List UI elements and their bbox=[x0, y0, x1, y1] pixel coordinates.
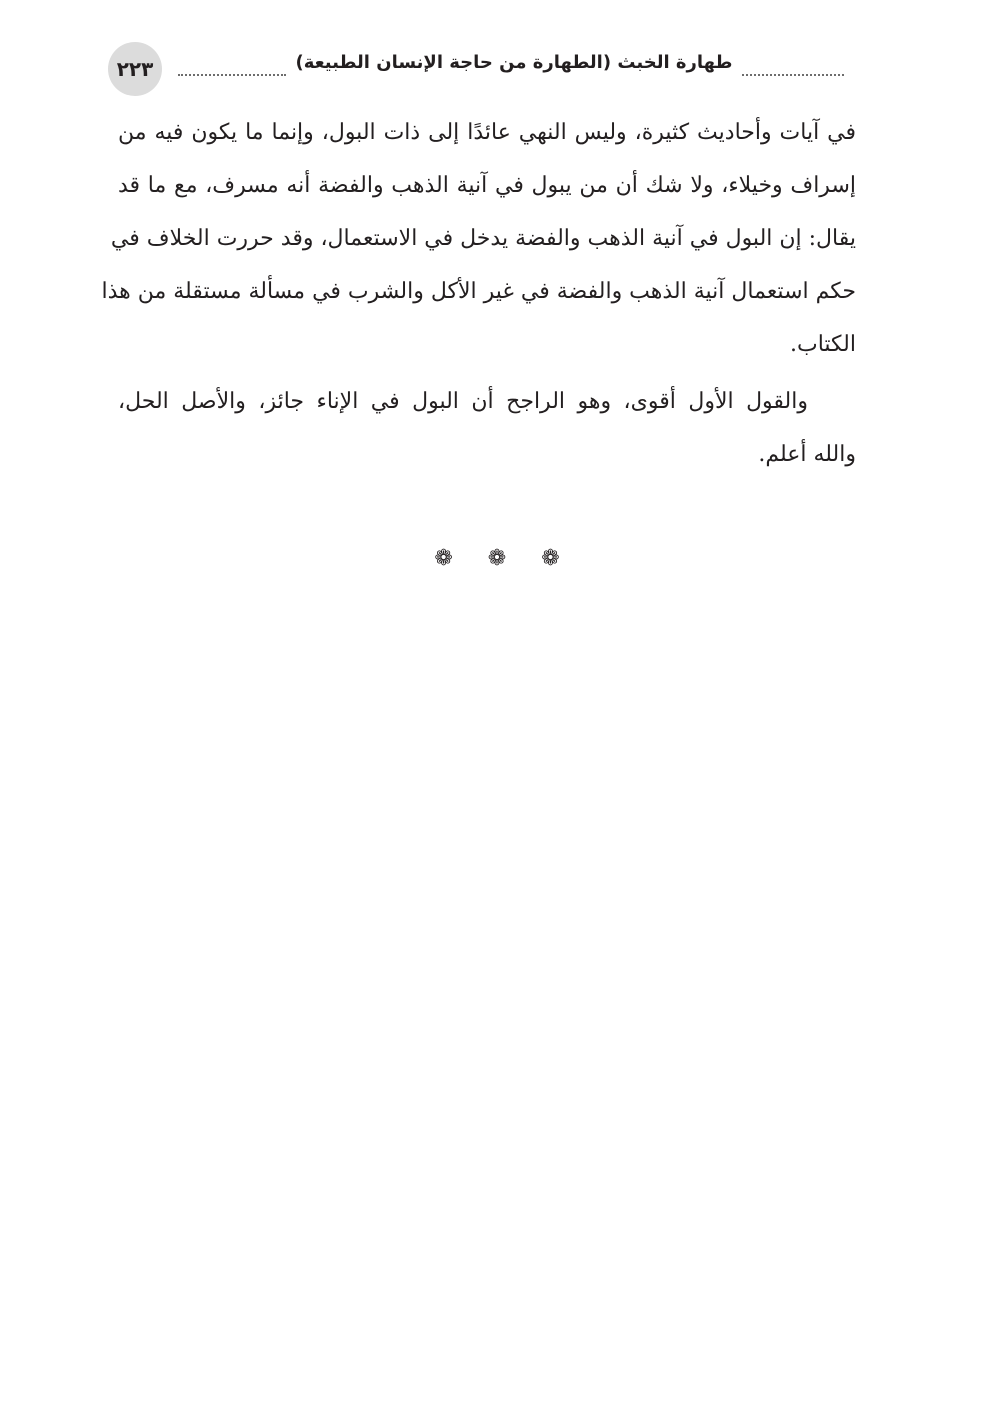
page-number-badge: ٢٢٣ bbox=[108, 42, 162, 96]
running-title: طهارة الخبث (الطهارة من حاجة الإنسان الطبيعة) bbox=[295, 52, 733, 73]
flower-ornament-icon: ❁ bbox=[487, 546, 517, 571]
flower-ornament-icon: ❁ bbox=[541, 546, 570, 571]
flower-ornament-icon: ❁ bbox=[434, 546, 463, 571]
paragraph-1-line-4: حكم استعمال آنية الذهب والفضة في غير الأكل والشرب في مسألة مستقلة من هذا bbox=[101, 279, 856, 304]
paragraph-2 bbox=[118, 375, 856, 481]
header-leader-dots-left bbox=[178, 74, 286, 76]
paragraph-1-line-3: يقال: إن البول في آنية الذهب والفضة يدخل في الاستعمال، وقد حررت الخلاف في bbox=[110, 226, 856, 251]
body-text bbox=[101, 106, 856, 481]
paragraph-1-line-5: الكتاب. bbox=[789, 332, 856, 357]
running-header bbox=[108, 42, 848, 96]
paragraph-1-line-2: إسراف وخيلاء، ولا شك أن من يبول في آنية الذهب والفضة أنه مسرف، مع ما قد bbox=[118, 173, 856, 198]
paragraph-2-line-2: والله أعلم. bbox=[758, 442, 856, 467]
paragraph-2-line-1: والقول الأول أقوى، وهو الراجح أن البول في الإناء جائز، والأصل الحل، bbox=[118, 389, 808, 414]
section-end-ornament bbox=[0, 546, 1004, 571]
paragraph-1 bbox=[101, 106, 856, 371]
header-leader-dots-right bbox=[742, 74, 844, 76]
paragraph-1-line-1: في آيات وأحاديث كثيرة، وليس النهي عائدًا إلى ذات البول، وإنما ما يكون فيه من bbox=[118, 120, 856, 145]
